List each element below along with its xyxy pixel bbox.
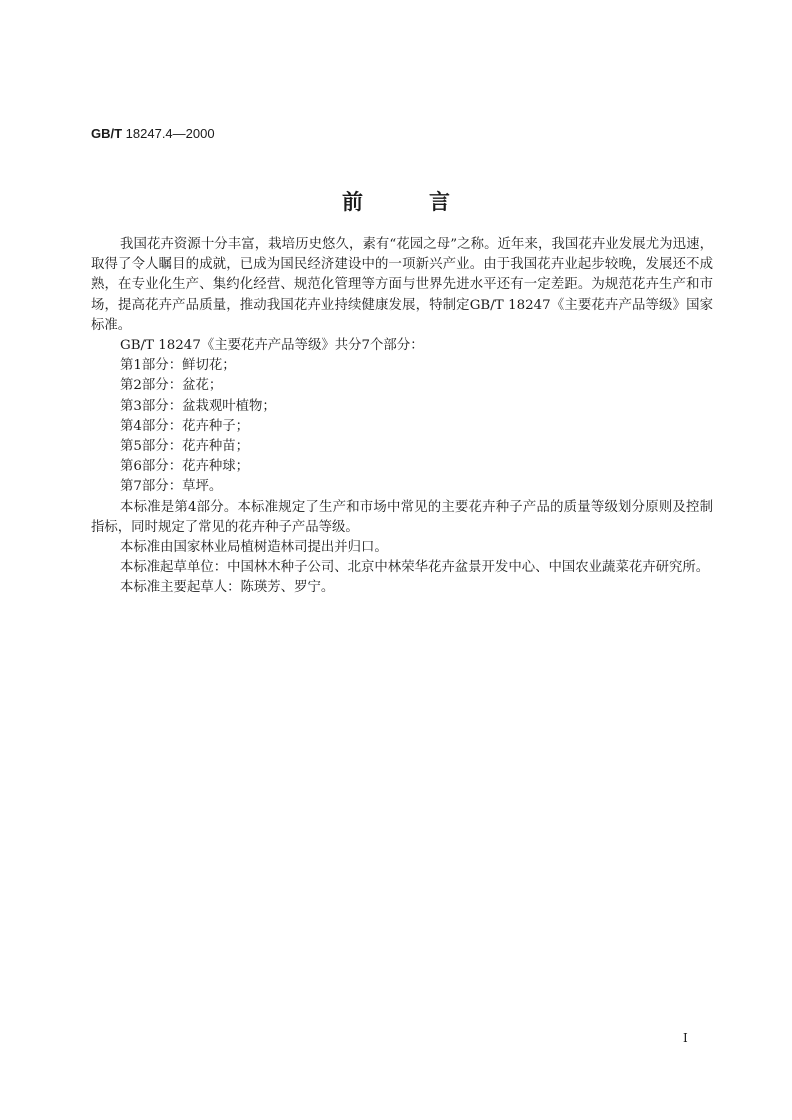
list-item-part-6: 第6部分：花卉种球； xyxy=(120,459,250,475)
title-char-2: 言 xyxy=(429,189,450,214)
paragraph-parts-summary: GB/T 18247《主要花卉产品等级》共分7个部分： xyxy=(120,338,424,354)
paragraph-drafters: 本标准主要起草人：陈瑛芳、罗宁。 xyxy=(120,580,335,596)
standard-prefix: GB/T xyxy=(91,126,123,141)
list-item-part-3: 第3部分：盆栽观叶植物； xyxy=(120,398,276,414)
list-item-part-4: 第4部分：花卉种子； xyxy=(120,418,250,434)
title-char-1: 前 xyxy=(342,189,363,214)
list-item-part-2: 第2部分：盆花； xyxy=(120,378,223,394)
paragraph-scope: 本标准是第4部分。本标准规定了生产和市场中常见的主要花卉种子产品的质量等级划分原则及控制指标，同时规定了常见的花卉种子产品等级。 xyxy=(91,499,713,535)
paragraph-drafting-units: 本标准起草单位：中国林木种子公司、北京中林荣华花卉盆景开发中心、中国农业蔬菜花卉研究所。 xyxy=(120,560,710,576)
standard-code xyxy=(91,126,215,141)
paragraph-proposer: 本标准由国家林业局植树造林司提出并归口。 xyxy=(120,540,388,556)
paragraph-intro: 我国花卉资源十分丰富，栽培历史悠久，素有“花园之母”之称。近年来，我国花卉业发展尤为迅速，取得了令人瞩目的成就，已成为国民经济建设中的一项新兴产业。由于我国花卉业起步较晚，发展还不成熟，在专业化生产、集约化经营、规范化管理等方面与世界先进水平还有一定差距。为规范花卉生产和市场，提高花卉产品质量，推动我国花卉业持续健康发展，特制定GB/T 18247《主要花卉产品等级》国家标准。 xyxy=(91,237,713,333)
page-title xyxy=(0,186,792,216)
list-item-part-1: 第1部分：鲜切花； xyxy=(120,358,236,374)
page-number: I xyxy=(683,1031,688,1045)
standard-number: 18247.4—2000 xyxy=(122,126,215,141)
list-item-part-7: 第7部分：草坪。 xyxy=(120,479,223,495)
list-item-part-5: 第5部分：花卉种苗； xyxy=(120,439,250,455)
foreword-body xyxy=(91,235,713,599)
